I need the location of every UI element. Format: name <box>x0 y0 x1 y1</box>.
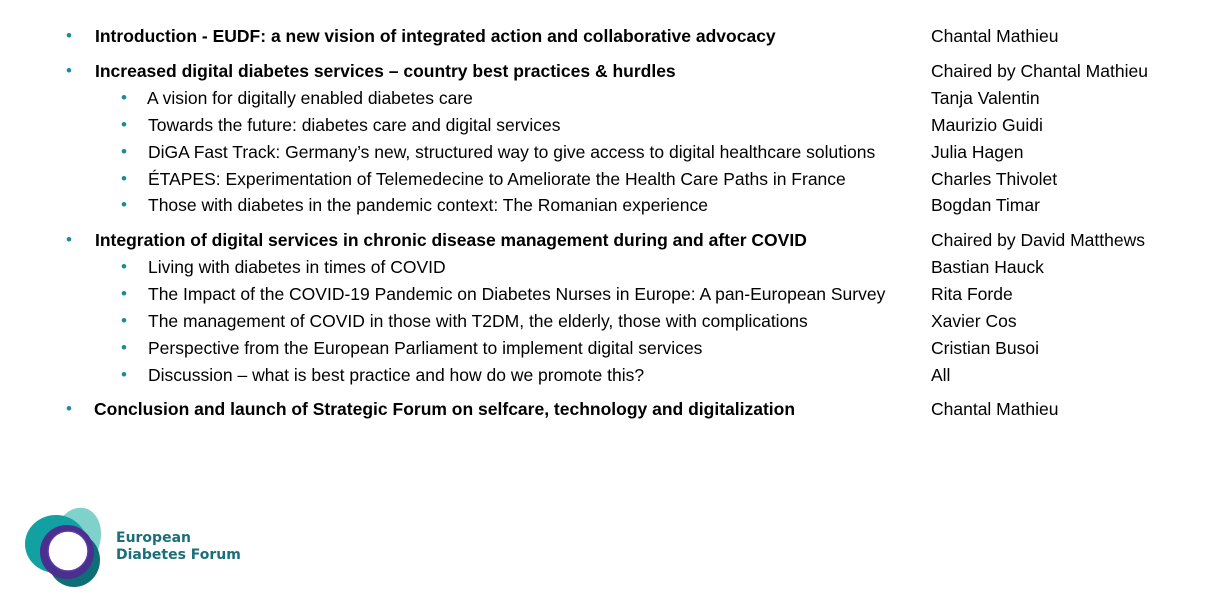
agenda-section-conclusion <box>0 397 1216 421</box>
agenda-speaker: Chantal Mathieu <box>931 26 1059 46</box>
agenda-title: ÉTAPES: Experimentation of Telemedecine to Ameliorate the Health Care Paths in France <box>148 169 846 189</box>
agenda-speaker: Chantal Mathieu <box>931 399 1059 419</box>
agenda-title: Living with diabetes in times of COVID <box>148 257 446 277</box>
bullet: • <box>121 257 127 276</box>
agenda-title: Introduction - EUDF: a new vision of integrated action and collaborative advocacy <box>95 26 776 46</box>
agenda-speaker: Tanja Valentin <box>931 88 1040 108</box>
eudf-logo <box>22 500 241 592</box>
agenda-item <box>0 113 1216 137</box>
agenda-speaker: Julia Hagen <box>931 142 1024 162</box>
bullet: • <box>121 338 127 357</box>
agenda-speaker: Xavier Cos <box>931 311 1017 331</box>
agenda-item <box>0 336 1216 360</box>
agenda-item <box>0 255 1216 279</box>
bullet: • <box>66 230 72 249</box>
agenda-section-covid-integration <box>0 228 1216 252</box>
agenda-speaker: Rita Forde <box>931 284 1013 304</box>
agenda-speaker: Chaired by David Matthews <box>931 230 1145 250</box>
agenda-title: Conclusion and launch of Strategic Forum on selfcare, technology and digitalization <box>94 399 796 419</box>
bullet: • <box>66 26 72 45</box>
agenda-item <box>0 363 1216 387</box>
bullet: • <box>121 195 127 214</box>
agenda-title: Integration of digital services in chronic disease management during and after COVID <box>95 230 807 250</box>
agenda-title: Towards the future: diabetes care and digital services <box>148 115 561 135</box>
bullet: • <box>121 142 127 161</box>
agenda-item <box>0 309 1216 333</box>
bullet: • <box>121 365 127 384</box>
agenda-speaker: Bastian Hauck <box>931 257 1044 277</box>
logo-wordmark <box>116 530 241 564</box>
agenda-speaker: All <box>931 365 951 385</box>
agenda-speaker: Maurizio Guidi <box>931 115 1043 135</box>
agenda-speaker: Chaired by Chantal Mathieu <box>931 61 1148 81</box>
bullet: • <box>66 399 72 418</box>
agenda-speaker: Charles Thivolet <box>931 169 1058 189</box>
bullet: • <box>66 61 72 80</box>
agenda-title: DiGA Fast Track: Germany’s new, structured way to give access to digital healthcare solutions <box>148 142 876 162</box>
agenda-section-introduction <box>0 24 1216 48</box>
bullet: • <box>121 311 127 330</box>
agenda-speaker: Cristian Busoi <box>931 338 1039 358</box>
agenda-section-digital-services <box>0 59 1216 83</box>
agenda-item <box>0 282 1216 306</box>
logo-text-line2: Diabetes Forum <box>116 547 241 563</box>
agenda-item <box>0 86 1216 110</box>
agenda-item <box>0 140 1216 164</box>
agenda-title: Discussion – what is best practice and how do we promote this? <box>148 365 645 385</box>
agenda-title: Perspective from the European Parliament to implement digital services <box>148 338 703 358</box>
logo-text-line1: European <box>116 530 191 546</box>
eudf-logo-mark-icon <box>22 500 112 592</box>
agenda-item <box>0 193 1216 217</box>
bullet: • <box>121 115 127 134</box>
agenda-speaker: Bogdan Timar <box>931 195 1040 215</box>
agenda-title: Increased digital diabetes services – country best practices & hurdles <box>95 61 676 81</box>
agenda-title: A vision for digitally enabled diabetes care <box>147 88 473 108</box>
bullet: • <box>121 88 127 107</box>
agenda-item <box>0 167 1216 191</box>
bullet: • <box>121 169 127 188</box>
agenda-title: The management of COVID in those with T2DM, the elderly, those with complications <box>148 311 808 331</box>
bullet: • <box>121 284 127 303</box>
agenda-title: Those with diabetes in the pandemic context: The Romanian experience <box>148 195 709 215</box>
agenda-title: The Impact of the COVID-19 Pandemic on Diabetes Nurses in Europe: A pan-European Survey <box>148 284 886 304</box>
